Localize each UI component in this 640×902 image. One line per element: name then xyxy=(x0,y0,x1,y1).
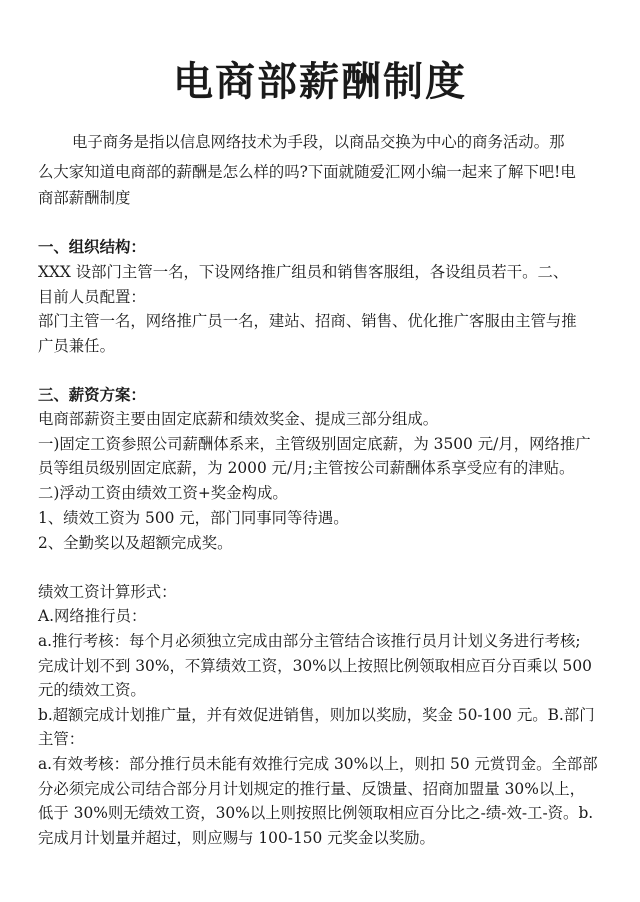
performance-line-7: 主管： xyxy=(38,730,85,748)
performance-line-10: 低于 30%则无绩效工资，30%以上则按照比例领取相应百分比之-绩-效-工-资。b. xyxy=(38,804,594,822)
intro-line-1: 电子商务是指以信息网络技术为手段，以商品交换为中心的商务活动。那 xyxy=(72,133,565,151)
page-title: 电商部薪酬制度 xyxy=(173,59,467,105)
section3-line-4: 二)浮动工资由绩效工资+奖金构成。 xyxy=(38,484,288,502)
section1-line-4: 广员兼任。 xyxy=(38,337,115,355)
intro-line-2: 么大家知道电商部的薪酬是怎么样的吗?下面就随爱汇网小编一起来了解下吧!电 xyxy=(38,163,576,181)
section1-line-3: 部门主管一名，网络推广员一名，建站、招商、销售、优化推广客服由主管与推 xyxy=(38,312,577,330)
section1-heading: 一、组织结构： xyxy=(38,238,146,256)
performance-line-2: A.网络推行员： xyxy=(38,607,147,625)
section1-line-1: XXX 设部门主管一名，下设网络推广组员和销售客服组，各设组员若干。二、 xyxy=(38,263,569,281)
section3-line-6: 2、全勤奖以及超额完成奖。 xyxy=(38,534,233,552)
performance-line-11: 完成月计划量并超过，则应赐与 100-150 元奖金以奖励。 xyxy=(38,829,435,847)
section3-line-2: 一)固定工资参照公司薪酬体系来，主管级别固定底薪，为 3500 元/月，网络推广 xyxy=(38,435,591,453)
section1-line-2: 目前人员配置： xyxy=(38,288,146,306)
section3-line-5: 1、绩效工资为 500 元，部门同事同等待遇。 xyxy=(38,509,349,527)
performance-line-3: a.推行考核：每个月必须独立完成由部分主管结合该推行员月计划义务进行考核; xyxy=(38,632,581,650)
performance-line-5: 元的绩效工资。 xyxy=(38,681,146,699)
performance-line-9: 分必须完成公司结合部分月计划规定的推行量、反馈量、招商加盟量 30%以上， xyxy=(38,780,585,798)
performance-line-6: b.超额完成计划推广量，并有效促进销售，则加以奖励，奖金 50-100 元。B.部门 xyxy=(38,706,595,724)
section3-heading: 三、薪资方案： xyxy=(38,386,146,404)
performance-line-8: a.有效考核：部分推行员未能有效推行完成 30%以上，则扣 50 元赏罚金。全部部 xyxy=(38,755,598,773)
performance-line-1: 绩效工资计算形式： xyxy=(38,583,177,601)
section3-line-1: 电商部薪资主要由固定底薪和绩效奖金、提成三部分组成。 xyxy=(38,410,439,428)
section3-line-3: 员等组员级别固定底薪，为 2000 元/月;主管按公司薪酬体系享受应有的津贴。 xyxy=(38,459,575,477)
performance-line-4: 完成计划不到 30%，不算绩效工资，30%以上按照比例领取相应百分百乘以 500 xyxy=(38,657,592,675)
intro-line-3: 商部薪酬制度 xyxy=(38,189,131,207)
